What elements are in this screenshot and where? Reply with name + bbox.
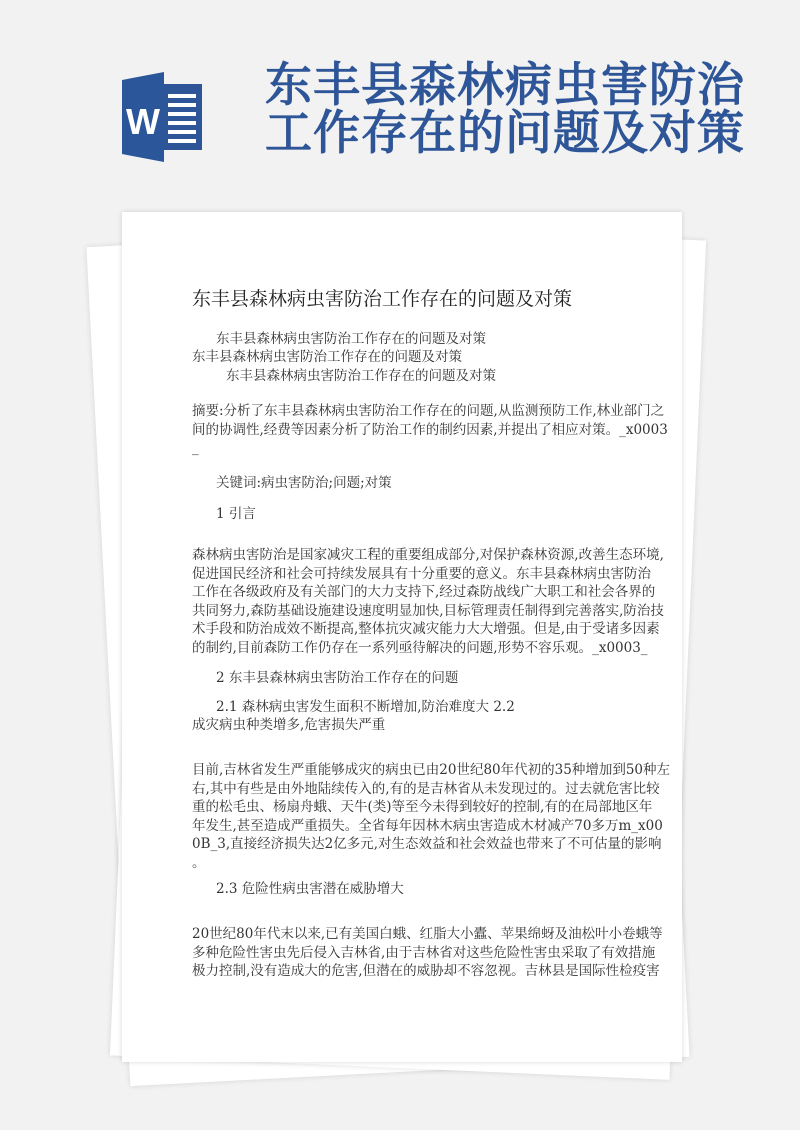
text-line: 工作在各级政府及有关部门的大力支持下,经过森防战线广大职工和社会各界的 <box>192 584 656 600</box>
paragraph <box>192 925 663 981</box>
subtitle: 东丰县森林病虫害防治工作存在的问题及对策 <box>192 349 462 365</box>
svg-text:W: W <box>126 101 160 142</box>
section-heading: 2 东丰县森林病虫害防治工作存在的问题 <box>216 670 459 686</box>
text-line: 间的协调性,经费等因素分析了防治工作的制约因素,并提出了相应对策。_x0003 <box>192 421 668 438</box>
header-title-line: 东丰县森林病虫害防治 <box>265 58 745 113</box>
subtitle: 东丰县森林病虫害防治工作存在的问题及对策 <box>216 331 486 347</box>
text-line: 20世纪80年代末以来,已有美国白蛾、红脂大小蠹、苹果绵蚜及油松叶小卷蛾等 <box>192 926 663 942</box>
text-line: _ <box>192 440 199 456</box>
subtitle: 东丰县森林病虫害防治工作存在的问题及对策 <box>226 368 496 384</box>
text-line: 术手段和防治成效不断提高,整体抗灾减灾能力大大增强。但是,由于受诸多因素 <box>192 621 660 637</box>
text-line: 重的松毛虫、杨扇舟蛾、天牛(类)等至今未得到较好的控制,有的在局部地区年 <box>192 799 653 815</box>
text-line: 极力控制,没有造成大的危害,但潜在的威胁却不容忽视。吉林县是国际性检疫害 <box>192 963 660 979</box>
text-line: 多种危险性害虫先后侵入吉林省,由于吉林省对这些危险性害虫采取了有效措施 <box>192 944 656 961</box>
paragraph <box>192 546 664 657</box>
text-line: 。 <box>192 854 206 871</box>
section-heading: 1 引言 <box>216 506 256 522</box>
paragraph <box>192 761 670 872</box>
word-icon <box>112 70 216 162</box>
keywords: 关键词:病虫害防治;问题;对策 <box>216 475 392 491</box>
section-heading: 成灾病虫种类增多,危害损失严重 <box>192 717 386 733</box>
text-line: 促进国民经济和社会可持续发展具有十分重要的意义。东丰县森林病虫害防治 <box>192 565 651 582</box>
text-line: 右,其中有些是由外地陆续传入的,有的是吉林省从未发现过的。过去就危害比较 <box>192 780 660 797</box>
section-heading: 2.3 危险性病虫害潜在威胁增大 <box>216 881 404 897</box>
abstract <box>192 402 668 458</box>
document-page <box>122 212 682 1062</box>
text-line: 年发生,甚至造成严重损失。全省每年因林木病虫害造成木材减产70多万m_x00 <box>192 817 663 834</box>
header-title-line: 工作存在的问题及对策 <box>265 106 745 161</box>
text-line: 目前,吉林省发生严重能够成灾的病虫已由20世纪80年代初的35种增加到50种左 <box>192 762 671 778</box>
doc-title: 东丰县森林病虫害防治工作存在的问题及对策 <box>192 288 573 310</box>
text-line: 摘要:分析了东丰县森林病虫害防治工作存在的问题,从监测预防工作,林业部门之 <box>192 403 665 419</box>
header-title <box>265 58 745 161</box>
text-line: 0B_3,直接经济损失达2亿多元,对生态效益和社会效益也带来了不可估量的影响 <box>192 836 662 852</box>
text-line: 的制约,目前森防工作仍存在一系列亟待解决的问题,形势不容乐观。_x0003_ <box>192 639 648 656</box>
text-line: 共同努力,森防基础设施建设速度明显加快,目标管理责任制得到完善落实,防治技 <box>192 602 664 619</box>
text-line: 森林病虫害防治是国家减灾工程的重要组成部分,对保护森林资源,改善生态环境, <box>192 547 664 563</box>
section-heading: 2.1 森林病虫害发生面积不断增加,防治难度大 2.2 <box>216 699 515 715</box>
